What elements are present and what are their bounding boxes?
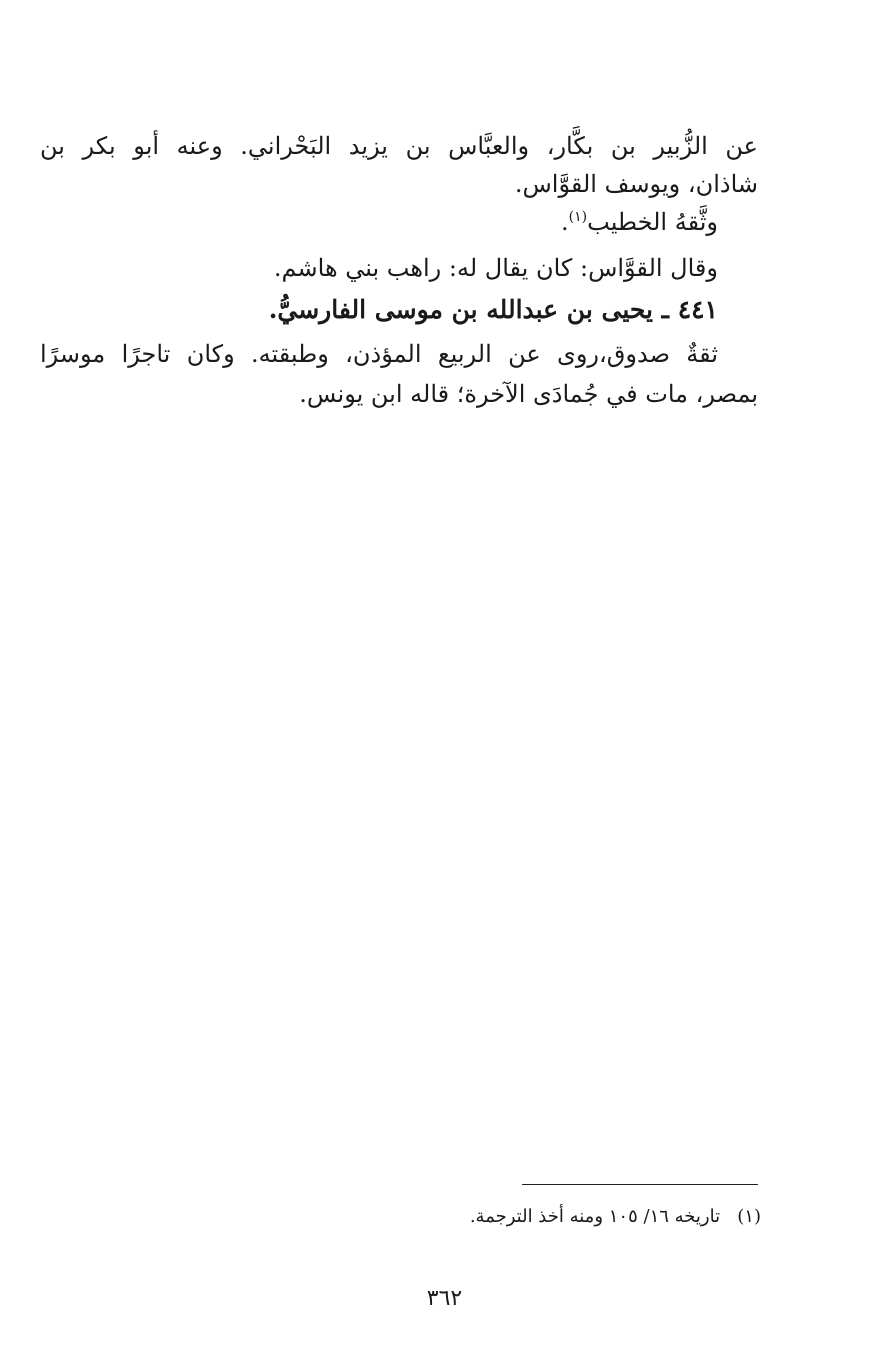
text-line-3-content: وثَّقهُ الخطيب	[587, 208, 718, 236]
entry-heading: ٤٤١ ـ يحيى بن عبدالله بن موسى الفارسيُّ.	[268, 295, 718, 324]
footnote-ref: (١)	[568, 209, 588, 225]
text-line-3	[40, 204, 758, 240]
text-line-7: بمصر، مات في جُمادَى الآخرة؛ قاله ابن يونس.	[299, 380, 758, 408]
text-line-4: وقال القوَّاس: كان يقال له: راهب بني هاشم.	[273, 254, 718, 282]
text-line-2: شاذان، ويوسف القوَّاس.	[514, 170, 758, 198]
page-number: ٣٦٢	[426, 1286, 463, 1311]
footnote-marker: (١)	[737, 1206, 761, 1227]
text-line-6: ثقةٌ صدوق،روى عن الربيع المؤذن، وطبقته. وكان تاجرًا موسرًا	[40, 340, 718, 368]
footnote-1	[470, 1202, 761, 1232]
text-line-3-period: .	[561, 208, 569, 236]
footnote-separator	[522, 1184, 758, 1185]
footnote-text: تاريخه ١٦/ ١٠٥ ومنه أخذ الترجمة.	[469, 1206, 721, 1227]
text-line-1: عن الزُّبير بن بكَّار، والعبَّاس بن يزيد البَحْراني. وعنه أبو بكر بن	[40, 132, 758, 160]
